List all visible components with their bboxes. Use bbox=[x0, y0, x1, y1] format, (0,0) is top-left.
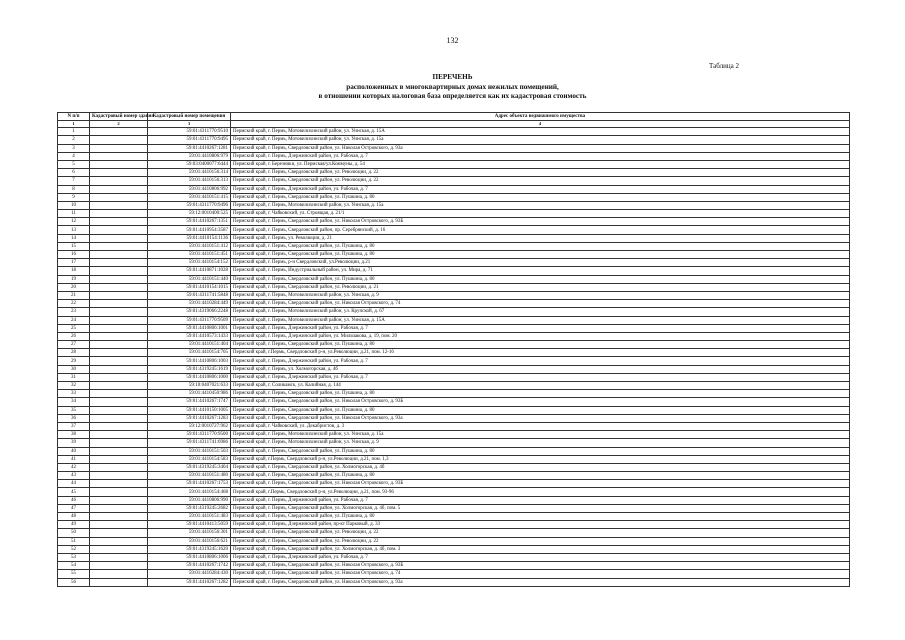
building-cadastral-cell bbox=[90, 291, 148, 299]
table-row bbox=[58, 226, 850, 234]
premises-cadastral-cell: 59:01:4410151:483 bbox=[148, 513, 231, 521]
row-number: 16 bbox=[58, 251, 90, 259]
header-building-cadastral: Кадастровый номер здания bbox=[90, 113, 148, 121]
premises-cadastral-cell: 59:01:4410151:451 bbox=[148, 251, 231, 259]
premises-cadastral-cell: 59:01:4311741:6986 bbox=[148, 439, 231, 447]
premises-cadastral-cell: 59:01:4410154:1136 bbox=[148, 234, 231, 242]
building-cadastral-cell bbox=[90, 422, 148, 430]
premises-cadastral-cell: 59:01:4410806:1003 bbox=[148, 357, 231, 365]
table-row bbox=[58, 218, 850, 226]
title-line-3: в отношении которых налоговая база определяется как их кадастровая стоимость bbox=[318, 92, 587, 101]
building-cadastral-cell bbox=[90, 324, 148, 332]
address-cell: Пермский край, г. Пермь, Свердловский район, ул. Пушкина, д. 80 bbox=[231, 242, 850, 250]
building-cadastral-cell bbox=[90, 431, 148, 439]
table-row bbox=[58, 398, 850, 406]
row-number: 25 bbox=[58, 324, 90, 332]
row-number: 29 bbox=[58, 357, 90, 365]
address-cell: Пермский край, г. Пермь, Мотовилихинский район, ул. Уинская, д. 9 bbox=[231, 439, 850, 447]
address-cell: Пермский край, г. Пермь, Дзержинский район, ул. Рабочая, д. 7 bbox=[231, 373, 850, 381]
row-number: 41 bbox=[58, 455, 90, 463]
row-number: 6 bbox=[58, 169, 90, 177]
table-row bbox=[58, 373, 850, 381]
row-number: 12 bbox=[58, 218, 90, 226]
table-row bbox=[58, 349, 850, 357]
table-row bbox=[58, 562, 850, 570]
premises-cadastral-cell: 59:03:0400077:6444 bbox=[148, 160, 231, 168]
premises-cadastral-cell: 59:01:4410156:621 bbox=[148, 537, 231, 545]
row-number: 33 bbox=[58, 390, 90, 398]
building-cadastral-cell bbox=[90, 300, 148, 308]
row-number: 51 bbox=[58, 537, 90, 545]
table-row bbox=[58, 193, 850, 201]
table-row bbox=[58, 242, 850, 250]
building-cadastral-cell bbox=[90, 455, 148, 463]
premises-cadastral-cell: 59:12:0010727:962 bbox=[148, 422, 231, 430]
table-row bbox=[58, 529, 850, 537]
building-cadastral-cell bbox=[90, 373, 148, 381]
table-id: Таблица 2 bbox=[709, 62, 739, 70]
table-row bbox=[58, 553, 850, 561]
building-cadastral-cell bbox=[90, 185, 148, 193]
row-number: 55 bbox=[58, 570, 90, 578]
building-cadastral-cell bbox=[90, 545, 148, 553]
premises-cadastral-cell: 59:01:4410156:301 bbox=[148, 529, 231, 537]
row-number: 5 bbox=[58, 160, 90, 168]
building-cadastral-cell bbox=[90, 488, 148, 496]
table-row bbox=[58, 234, 850, 242]
premises-cadastral-cell: 59:01:4311770:9496 bbox=[148, 201, 231, 209]
building-cadastral-cell bbox=[90, 447, 148, 455]
premises-cadastral-cell: 59:01:4410154:1015 bbox=[148, 283, 231, 291]
building-cadastral-cell bbox=[90, 414, 148, 422]
table-row bbox=[58, 291, 850, 299]
address-cell: Пермский край, г. Пермь, Свердловский район, пр. Серебрянский, д. 16 bbox=[231, 226, 850, 234]
table-row bbox=[58, 545, 850, 553]
column-numbers-row bbox=[58, 121, 850, 128]
row-number: 40 bbox=[58, 447, 90, 455]
row-number: 8 bbox=[58, 185, 90, 193]
building-cadastral-cell bbox=[90, 283, 148, 291]
table-row bbox=[58, 210, 850, 218]
building-cadastral-cell bbox=[90, 193, 148, 201]
table-row bbox=[58, 463, 850, 471]
building-cadastral-cell bbox=[90, 357, 148, 365]
building-cadastral-cell bbox=[90, 513, 148, 521]
premises-cadastral-cell: 59:01:4319245:1619 bbox=[148, 365, 231, 373]
table-row bbox=[58, 267, 850, 275]
building-cadastral-cell bbox=[90, 398, 148, 406]
row-number: 54 bbox=[58, 562, 90, 570]
building-cadastral-cell bbox=[90, 226, 148, 234]
table-row bbox=[58, 128, 850, 136]
building-cadastral-cell bbox=[90, 177, 148, 185]
row-number: 3 bbox=[58, 144, 90, 152]
address-cell: Пермский край, г. Пермь, Мотовилихинский район, ул. Уинская, д. 15а bbox=[231, 431, 850, 439]
building-cadastral-cell bbox=[90, 480, 148, 488]
address-cell: Пермский край, г. Пермь, Свердловский район, ул. Революции, д. 22 bbox=[231, 537, 850, 545]
premises-cadastral-cell: 59:01:4410151:415 bbox=[148, 193, 231, 201]
address-cell: Пермский край, г. Пермь, Свердловский район, ул. Холмогорская, д. 4б bbox=[231, 463, 850, 471]
premises-cadastral-cell: 59:01:4311770:9509 bbox=[148, 316, 231, 324]
building-cadastral-cell bbox=[90, 382, 148, 390]
building-cadastral-cell bbox=[90, 251, 148, 259]
table-row bbox=[58, 341, 850, 349]
address-cell: Пермский край, г. Пермь, Дзержинский район, ул. Мильчакова, д. 19, пом. 20 bbox=[231, 332, 850, 340]
table-row bbox=[58, 177, 850, 185]
premises-cadastral-cell: 59:01:4410284:430 bbox=[148, 570, 231, 578]
building-cadastral-cell bbox=[90, 553, 148, 561]
building-cadastral-cell bbox=[90, 308, 148, 316]
address-cell: Пермский край, г. Пермь, Свердловский район, ул. Николая Островского, д. 93Б bbox=[231, 480, 850, 488]
column-number: 4 bbox=[231, 121, 850, 128]
row-number: 39 bbox=[58, 439, 90, 447]
table-row bbox=[58, 513, 850, 521]
row-number: 23 bbox=[58, 308, 90, 316]
address-cell: Пермский край, г.Пермь, Свердловский р-н, ул.Революции, д.21, пом. 1,3 bbox=[231, 455, 850, 463]
address-cell: Пермский край, г. Пермь, Дзержинский район, ул. Рабочая, д. 7 bbox=[231, 496, 850, 504]
address-cell: Пермский край, г.Пермь, Свердловский р-н, ул.Революции, д.21, пом. 93-96 bbox=[231, 488, 850, 496]
row-number: 35 bbox=[58, 406, 90, 414]
building-cadastral-cell bbox=[90, 365, 148, 373]
row-number: 31 bbox=[58, 373, 90, 381]
table-row bbox=[58, 308, 850, 316]
address-cell: Пермский край, г. Пермь, р-н Свердловский, ул.Революции, д.21 bbox=[231, 259, 850, 267]
row-number: 49 bbox=[58, 521, 90, 529]
premises-cadastral-cell: 59:01:4410806:1001 bbox=[148, 324, 231, 332]
table-row bbox=[58, 332, 850, 340]
table-row bbox=[58, 431, 850, 439]
table-row bbox=[58, 422, 850, 430]
row-number: 56 bbox=[58, 578, 90, 586]
premises-cadastral-cell: 59:01:4311741:5848 bbox=[148, 291, 231, 299]
premises-cadastral-cell: 59:01:4319245:2682 bbox=[148, 504, 231, 512]
address-cell: Пермский край, г. Пермь, Свердловский район, ул. Николая Островского, д. 93Б bbox=[231, 398, 850, 406]
premises-cadastral-cell: 59:01:4410806:990 bbox=[148, 496, 231, 504]
address-cell: Пермский край, г. Пермь, Свердловский район, ул. Пушкина, д. 80 bbox=[231, 341, 850, 349]
premises-cadastral-cell: 59:01:4410151:404 bbox=[148, 341, 231, 349]
premises-cadastral-cell: 59:01:4410806:1000 bbox=[148, 373, 231, 381]
address-cell: Пермский край, г. Пермь, ул. Революции, д. 21 bbox=[231, 234, 850, 242]
row-number: 21 bbox=[58, 291, 90, 299]
row-number: 4 bbox=[58, 152, 90, 160]
building-cadastral-cell bbox=[90, 160, 148, 168]
row-number: 13 bbox=[58, 226, 90, 234]
column-number: 1 bbox=[58, 121, 90, 128]
premises-cadastral-cell: 59:01:4410267:1351 bbox=[148, 218, 231, 226]
table-row bbox=[58, 521, 850, 529]
premises-cadastral-cell: 59:01:4311770:9500 bbox=[148, 431, 231, 439]
address-cell: Пермский край, г. Чайковский, ул. Декабристов, д. 3 bbox=[231, 422, 850, 430]
table-row bbox=[58, 185, 850, 193]
address-cell: Пермский край, г. Пермь, Свердловский район, ул. Революции, д. 21 bbox=[231, 283, 850, 291]
header-address: Адрес объекта недвижимого имущества bbox=[231, 113, 850, 121]
row-number: 7 bbox=[58, 177, 90, 185]
premises-cadastral-cell: 59:01:4410267:1747 bbox=[148, 398, 231, 406]
premises-cadastral-cell: 59:01:4410151:440 bbox=[148, 275, 231, 283]
address-cell: Пермский край, г. Пермь, Мотовилихинский район, ул. Уинская, д. 15А bbox=[231, 316, 850, 324]
premises-cadastral-cell: 59:01:4410154:468 bbox=[148, 488, 231, 496]
building-cadastral-cell bbox=[90, 578, 148, 586]
building-cadastral-cell bbox=[90, 390, 148, 398]
table-row bbox=[58, 447, 850, 455]
table-row bbox=[58, 455, 850, 463]
address-cell: Пермский край, г. Пермь, ул. Холмогорская, д. 4б bbox=[231, 365, 850, 373]
building-cadastral-cell bbox=[90, 472, 148, 480]
building-cadastral-cell bbox=[90, 136, 148, 144]
address-cell: Пермский край, г. Пермь, Дзержинский район, пр-кт Парковый, д. 33 bbox=[231, 521, 850, 529]
column-number: 3 bbox=[148, 121, 231, 128]
table-row bbox=[58, 169, 850, 177]
address-cell: Пермский край, г. Пермь, Свердловский район, ул. Николая Островского, д. 93а bbox=[231, 414, 850, 422]
row-number: 42 bbox=[58, 463, 90, 471]
row-number: 30 bbox=[58, 365, 90, 373]
premises-cadastral-cell: 59:01:4410284:449 bbox=[148, 300, 231, 308]
premises-cadastral-cell: 59:01:4311770:9510 bbox=[148, 128, 231, 136]
row-number: 14 bbox=[58, 234, 90, 242]
row-number: 18 bbox=[58, 267, 90, 275]
premises-cadastral-cell: 59:10:0407021:633 bbox=[148, 382, 231, 390]
address-cell: Пермский край, г. Пермь, Свердловский район, ул. Николая Островского, д. 93Б bbox=[231, 562, 850, 570]
table-body bbox=[58, 128, 850, 587]
address-cell: Пермский край, г. Пермь, Свердловский район, ул. Пушкина, д. 80 bbox=[231, 406, 850, 414]
row-number: 53 bbox=[58, 553, 90, 561]
document-title bbox=[0, 73, 905, 102]
building-cadastral-cell bbox=[90, 504, 148, 512]
building-cadastral-cell bbox=[90, 496, 148, 504]
table-row bbox=[58, 537, 850, 545]
address-cell: Пермский край, г. Пермь, Свердловский район, ул. Николая Островского, д. 93Б bbox=[231, 218, 850, 226]
address-cell: Пермский край, г. Пермь, Свердловский район, ул. Николая Островского, д. 93а bbox=[231, 578, 850, 586]
building-cadastral-cell bbox=[90, 521, 148, 529]
row-number: 46 bbox=[58, 496, 90, 504]
premises-cadastral-cell: 59:01:4319245:1620 bbox=[148, 545, 231, 553]
premises-cadastral-cell: 59:01:4410267:1283 bbox=[148, 414, 231, 422]
building-cadastral-cell bbox=[90, 144, 148, 152]
row-number: 17 bbox=[58, 259, 90, 267]
row-number: 28 bbox=[58, 349, 90, 357]
row-number: 22 bbox=[58, 300, 90, 308]
address-cell: Пермский край, г. Пермь, Мотовилихинский район, ул. Уинская, д. 15А bbox=[231, 128, 850, 136]
premises-cadastral-cell: 59:01:4410154:583 bbox=[148, 455, 231, 463]
table-row bbox=[58, 300, 850, 308]
row-number: 2 bbox=[58, 136, 90, 144]
building-cadastral-cell bbox=[90, 349, 148, 357]
premises-cadastral-cell: 59:01:4410156:314 bbox=[148, 169, 231, 177]
table-row bbox=[58, 570, 850, 578]
building-cadastral-cell bbox=[90, 570, 148, 578]
building-cadastral-cell bbox=[90, 152, 148, 160]
building-cadastral-cell bbox=[90, 201, 148, 209]
row-number: 26 bbox=[58, 332, 90, 340]
address-cell: Пермский край, г. Пермь, Мотовилихинский район, ул. Уинская, д. 15а bbox=[231, 201, 850, 209]
row-number: 10 bbox=[58, 201, 90, 209]
address-cell: Пермский край, г. Пермь, Мотовилихинский район, ул. Уинская, д. 15а bbox=[231, 136, 850, 144]
table-row bbox=[58, 160, 850, 168]
premises-cadastral-cell: 59:01:4410150:1005 bbox=[148, 406, 231, 414]
header-row bbox=[58, 113, 850, 121]
building-cadastral-cell bbox=[90, 439, 148, 447]
premises-cadastral-cell: 59:01:4410154:705 bbox=[148, 349, 231, 357]
address-cell: Пермский край, г. Пермь, Дзержинский район, ул. Рабочая, д. 7 bbox=[231, 324, 850, 332]
table-row bbox=[58, 324, 850, 332]
table-row bbox=[58, 406, 850, 414]
table-row bbox=[58, 201, 850, 209]
table-row bbox=[58, 283, 850, 291]
building-cadastral-cell bbox=[90, 341, 148, 349]
building-cadastral-cell bbox=[90, 267, 148, 275]
premises-cadastral-cell: 59:01:4410156:313 bbox=[148, 177, 231, 185]
address-cell: Пермский край, г. Чайковский, ул. Строящая, д. 21/1 bbox=[231, 210, 850, 218]
title-line-2: расположенных в многоквартирных домах нежилых помещений, bbox=[346, 82, 559, 91]
row-number: 24 bbox=[58, 316, 90, 324]
table-row bbox=[58, 316, 850, 324]
premises-cadastral-cell: 59:01:4410450:986 bbox=[148, 390, 231, 398]
building-cadastral-cell bbox=[90, 463, 148, 471]
table-row bbox=[58, 275, 850, 283]
building-cadastral-cell bbox=[90, 537, 148, 545]
row-number: 34 bbox=[58, 398, 90, 406]
table-row bbox=[58, 488, 850, 496]
building-cadastral-cell bbox=[90, 242, 148, 250]
table-row bbox=[58, 472, 850, 480]
row-number: 9 bbox=[58, 193, 90, 201]
row-number: 37 bbox=[58, 422, 90, 430]
header-num: N п/п bbox=[58, 113, 90, 121]
address-cell: Пермский край, г. Пермь, Свердловский район, ул. Пушкина, д. 80 bbox=[231, 513, 850, 521]
premises-cadastral-cell: 59:01:4410413:5059 bbox=[148, 521, 231, 529]
premises-cadastral-cell: 59:01:4410871:1028 bbox=[148, 267, 231, 275]
building-cadastral-cell bbox=[90, 128, 148, 136]
row-number: 32 bbox=[58, 382, 90, 390]
address-cell: Пермский край, г. Пермь, Мотовилихинский район, ул. Крупской, д. 67 bbox=[231, 308, 850, 316]
premises-cadastral-cell: 59:01:4410806:979 bbox=[148, 152, 231, 160]
building-cadastral-cell bbox=[90, 316, 148, 324]
row-number: 44 bbox=[58, 480, 90, 488]
building-cadastral-cell bbox=[90, 234, 148, 242]
premises-cadastral-cell: 59:01:4410151:503 bbox=[148, 447, 231, 455]
row-number: 38 bbox=[58, 431, 90, 439]
building-cadastral-cell bbox=[90, 529, 148, 537]
address-cell: Пермский край, г. Пермь, Свердловский район, ул. Пушкина, д. 80 bbox=[231, 472, 850, 480]
row-number: 27 bbox=[58, 341, 90, 349]
address-cell: Пермский край, г. Пермь, Свердловский район, ул. Пушкина, д. 80 bbox=[231, 275, 850, 283]
table-row bbox=[58, 578, 850, 586]
premises-cadastral-cell: 59:01:4410267:1753 bbox=[148, 480, 231, 488]
address-cell: Пермский край, г. Пермь, Свердловский район, ул. Революции, д. 22 bbox=[231, 177, 850, 185]
row-number: 20 bbox=[58, 283, 90, 291]
row-number: 1 bbox=[58, 128, 90, 136]
address-cell: Пермский край, г.Пермь, Свердловский р-н, ул.Революции, д.21, пом. 12-16 bbox=[231, 349, 850, 357]
premises-cadastral-cell: 59:01:4311770:9495 bbox=[148, 136, 231, 144]
row-number: 47 bbox=[58, 504, 90, 512]
building-cadastral-cell bbox=[90, 406, 148, 414]
premises-cadastral-cell: 59:01:4410151:412 bbox=[148, 242, 231, 250]
table-row bbox=[58, 136, 850, 144]
building-cadastral-cell bbox=[90, 169, 148, 177]
table-row bbox=[58, 357, 850, 365]
row-number: 15 bbox=[58, 242, 90, 250]
address-cell: Пермский край, г. Пермь, Дзержинский район, ул. Рабочая, д. 7 bbox=[231, 152, 850, 160]
table-row bbox=[58, 144, 850, 152]
building-cadastral-cell bbox=[90, 562, 148, 570]
address-cell: Пермский край, г. Пермь, Свердловский район, ул. Пушкина, д. 80 bbox=[231, 193, 850, 201]
premises-table bbox=[57, 112, 850, 587]
table-row bbox=[58, 152, 850, 160]
premises-cadastral-cell: 59:01:4410954:3587 bbox=[148, 226, 231, 234]
address-cell: Пермский край, г. Пермь, Свердловский район, ул. Холмогорская, д. 4б, пом. 5 bbox=[231, 504, 850, 512]
row-number: 52 bbox=[58, 545, 90, 553]
table-row bbox=[58, 251, 850, 259]
row-number: 48 bbox=[58, 513, 90, 521]
row-number: 11 bbox=[58, 210, 90, 218]
premises-cadastral-cell: 59:01:4410806:992 bbox=[148, 185, 231, 193]
row-number: 45 bbox=[58, 488, 90, 496]
premises-cadastral-cell: 59:01:4410267:1281 bbox=[148, 144, 231, 152]
address-cell: Пермский край, г. Пермь, Свердловский район, ул. Революции, д. 22 bbox=[231, 529, 850, 537]
address-cell: Пермский край, г. Пермь, Свердловский район, ул. Николая Островского, д. 93а bbox=[231, 144, 850, 152]
table-row bbox=[58, 382, 850, 390]
row-number: 19 bbox=[58, 275, 90, 283]
address-cell: Пермский край, г. Пермь, Мотовилихинский район, ул. Уинская, д. 9 bbox=[231, 291, 850, 299]
address-cell: Пермский край, г. Пермь, Свердловский район, ул. Революции, д. 22 bbox=[231, 169, 850, 177]
address-cell: Пермский край, г. Пермь, Свердловский район, ул. Николая Островского, д. 74 bbox=[231, 570, 850, 578]
table-row bbox=[58, 390, 850, 398]
building-cadastral-cell bbox=[90, 275, 148, 283]
table-row bbox=[58, 439, 850, 447]
building-cadastral-cell bbox=[90, 259, 148, 267]
table-row bbox=[58, 496, 850, 504]
table-row bbox=[58, 259, 850, 267]
page-number: 132 bbox=[446, 36, 459, 45]
address-cell: Пермский край, г. Пермь, Дзержинский район, ул. Рабочая, д. 7 bbox=[231, 553, 850, 561]
address-cell: Пермский край, г. Пермь, Свердловский район, ул. Пушкина, д. 80 bbox=[231, 390, 850, 398]
address-cell: Пермский край, г. Пермь, Свердловский район, ул. Николая Островского, д. 74 bbox=[231, 300, 850, 308]
premises-cadastral-cell: 59:01:4410267:1282 bbox=[148, 578, 231, 586]
column-number: 2 bbox=[90, 121, 148, 128]
address-cell: Пермский край, г. Пермь, Дзержинский район, ул. Рабочая, д. 7 bbox=[231, 185, 850, 193]
row-number: 36 bbox=[58, 414, 90, 422]
table-row bbox=[58, 480, 850, 488]
premises-cadastral-cell: 59:01:4410267:1742 bbox=[148, 562, 231, 570]
table-row bbox=[58, 504, 850, 512]
row-number: 50 bbox=[58, 529, 90, 537]
premises-cadastral-cell: 59:01:4410573:1433 bbox=[148, 332, 231, 340]
building-cadastral-cell bbox=[90, 210, 148, 218]
premises-cadastral-cell: 59:01:4410151:480 bbox=[148, 472, 231, 480]
address-cell: Пермский край, г. Пермь, Дзержинский район, ул. Рабочая, д. 7 bbox=[231, 357, 850, 365]
title-line-1: ПЕРЕЧЕНЬ bbox=[432, 73, 473, 81]
address-cell: Пермский край, г. Пермь, Индустриальный район, ул. Мира, д. 71 bbox=[231, 267, 850, 275]
premises-cadastral-cell: 59:12:0010400:525 bbox=[148, 210, 231, 218]
premises-cadastral-cell: 59:01:4410154:152 bbox=[148, 259, 231, 267]
premises-cadastral-cell: 59:01:4410806:1006 bbox=[148, 553, 231, 561]
address-cell: Пермский край, г. Пермь, Свердловский район, ул. Пушкина, д. 80 bbox=[231, 251, 850, 259]
building-cadastral-cell bbox=[90, 332, 148, 340]
premises-cadastral-cell: 59:01:4319066:2248 bbox=[148, 308, 231, 316]
building-cadastral-cell bbox=[90, 218, 148, 226]
address-cell: Пермский край, г. Соликамск, ул. Калийная, д. 144 bbox=[231, 382, 850, 390]
premises-cadastral-cell: 59:01:4319245:3404 bbox=[148, 463, 231, 471]
row-number: 43 bbox=[58, 472, 90, 480]
table-row bbox=[58, 414, 850, 422]
address-cell: Пермский край, г. Березники, ул. Пермская/ул.Коммуны, д. 54 bbox=[231, 160, 850, 168]
header-premises-cadastral: Кадастровый номер помещения bbox=[148, 113, 231, 121]
address-cell: Пермский край, г. Пермь, Свердловский район, ул. Холмогорская, д. 4б, пом. 3 bbox=[231, 545, 850, 553]
table-row bbox=[58, 365, 850, 373]
address-cell: Пермский край, г. Пермь, Свердловский район, ул. Пушкина, д. 80 bbox=[231, 447, 850, 455]
